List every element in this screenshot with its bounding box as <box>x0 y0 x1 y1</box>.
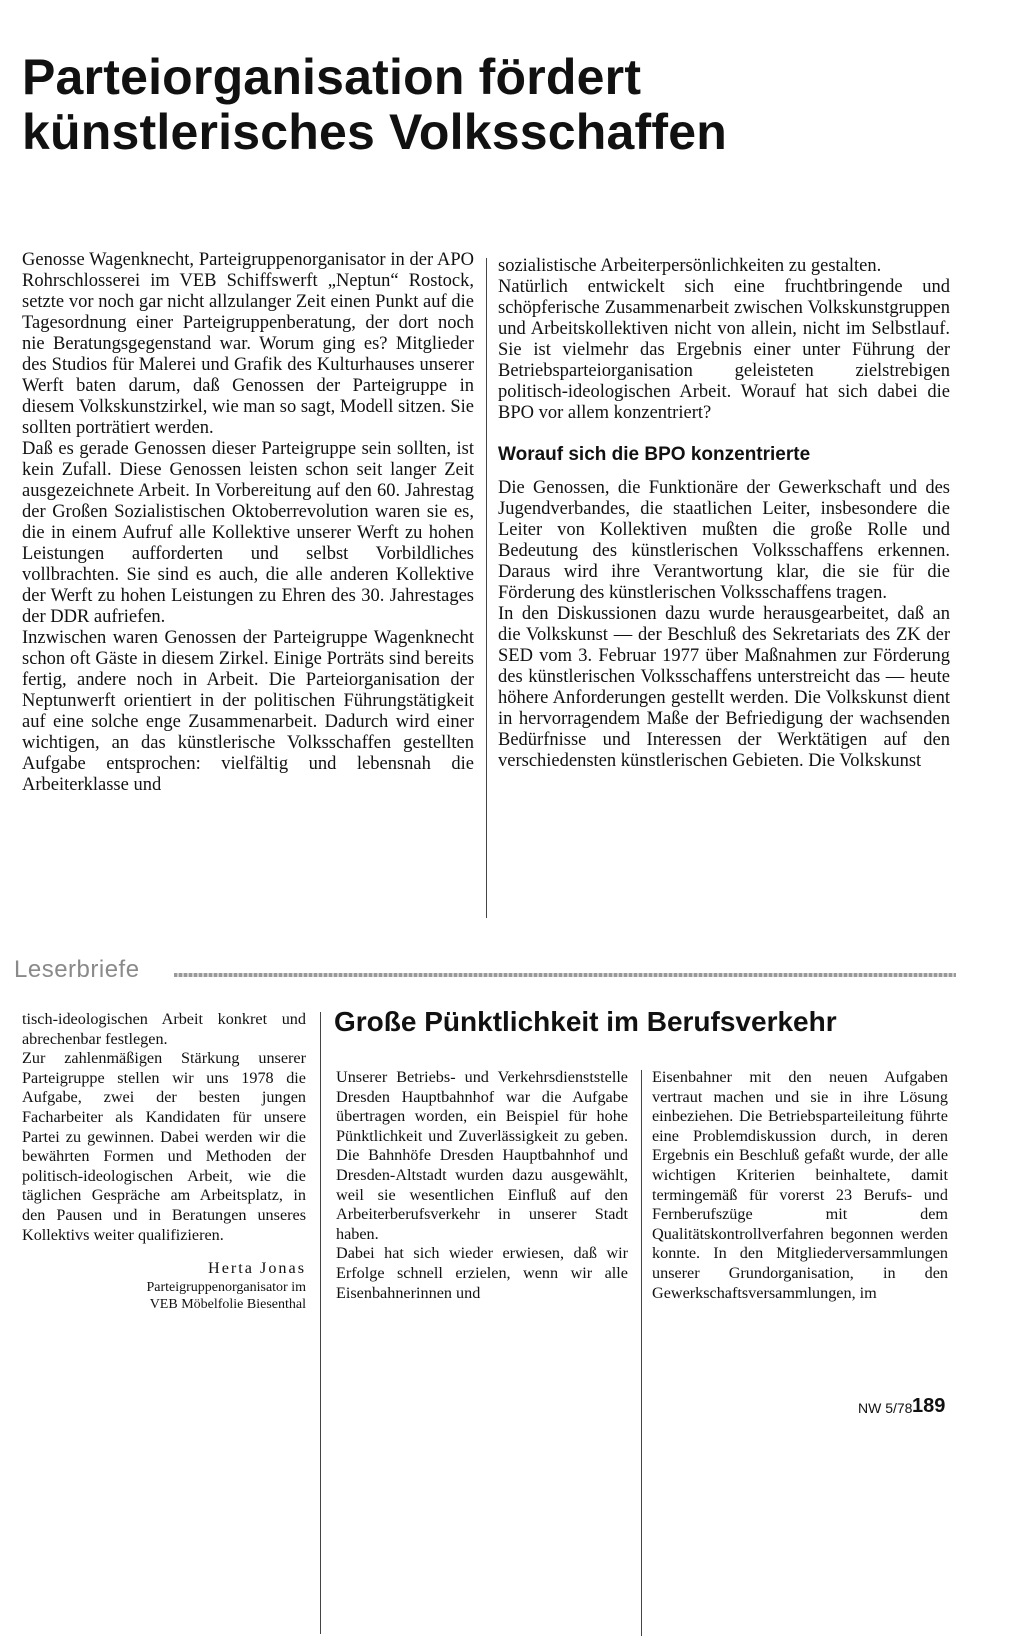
column-divider <box>320 1012 321 1634</box>
issue-label: NW 5/78 <box>858 1400 913 1416</box>
letter-column-2 <box>652 1068 948 1303</box>
article-column-1 <box>22 250 474 796</box>
paragraph: Natürlich entwickelt sich eine fruchtbringende und schöpferische Zusammenarbeit zwischen Volkskunstgruppen und Arbeitskollektiven nicht von allein, nicht im Selbstlauf. Sie ist vielmehr das Ergebnis einer unter Führung der Betriebsparteiorganisation geleisteten zielstrebigen politisch-ideologischen Arbeit. Worauf hat sich dabei die BPO vor allem konzentriert? <box>498 277 950 423</box>
section-subhead: Worauf sich die BPO konzentrierte <box>498 444 811 465</box>
paragraph: Eisenbahner mit den neuen Aufgaben vertraut machen und sie in ihre Lösung einbeziehen. Die Betriebsparteileitung führte eine Problemdiskussion durch, in deren Ergebnis ein Beschluß gefaßt wurde, der alle wichtigen Kriterien beinhaltete, damit termingemäß für vorerst 23 Berufs- und Fernberufszüge mit dem Qualitätskontrollverfahren begonnen werden konnte. In den Mitgliederversammlungen unserer Grundorganisation, in den Gewerkschaftsversammlungen, im <box>652 1068 948 1302</box>
signature-role: Parteigruppenorganisator im <box>146 1279 306 1295</box>
paragraph: tisch-ideologischen Arbeit konkret und abrechenbar festlegen. <box>22 1010 306 1048</box>
paragraph: Daß es gerade Genossen dieser Parteigruppe sein sollten, ist kein Zufall. Diese Genossen leisten schon seit langer Zeit ausgezeichnete Arbeit. In Vorbereitung auf den 60. Jahrestag der Großen Sozialistischen Oktoberrevolution waren sie es, die in einem Aufruf alle Kollektive unserer Werft zu hohen Leistungen aufforderten und selbst Vorbildliches vollbrachten. Sie sind es auch, die alle anderen Kollektive der Werft zu hohen Leistungen zu Ehren des 30. Jahrestages der DDR aufriefen. <box>22 439 474 627</box>
page-number: 189 <box>912 1395 946 1417</box>
letter-column-1 <box>336 1068 628 1303</box>
paragraph: Inzwischen waren Genossen der Parteigruppe Wagenknecht schon oft Gäste in diesem Zirkel. Einige Porträts sind bereits fertig, andere noch in Arbeit. Die Parteiorganisation der Neptunwerft orientiert in der politischen Führungstätigkeit auf eine solche enge Zusammenarbeit. Dadurch wird einer wichtigen, an das künstlerische Volksschaffen gestellten Aufgabe entsprochen: vielfältig und lebensnah die Arbeiterklasse und <box>22 628 474 795</box>
article-headline <box>22 50 1002 160</box>
paragraph: Genosse Wagenknecht, Parteigruppenorganisator in der APO Rohrschlosserei im VEB Schiffswerft „Neptun“ Rostock, setzte vor noch gar nicht allzulanger Zeit einen Punkt auf die Tagesordnung einer Parteigruppenberatung, der dort noch nie Beratungsgegenstand war. Worum ging es? Mitglieder des Studios für Malerei und Grafik des Kulturhauses unserer Werft baten darum, daß Genossen der Parteigruppe in diesem Volkskunstzirkel, wie man so sagt, Modell sitzen. Sie sollten porträtiert werden. <box>22 250 475 438</box>
section-rule <box>174 973 956 977</box>
paragraph: Zur zahlenmäßigen Stärkung unserer Parteigruppe stellen wir uns 1978 die Aufgabe, zwei der besten jungen Facharbeiter als Kandidaten für unsere Partei zu gewinnen. Dabei werden wir die bewährten Formen und Methoden der politisch-ideologischen Arbeit, wie die täglichen Gespräche am Arbeitsplatz, in den Pausen und in Beratungen unseres Kollektivs weiter qualifizieren. <box>22 1049 306 1244</box>
paragraph: In den Diskussionen dazu wurde herausgearbeitet, daß an die Volkskunst — der Beschluß des Sekretariats des ZK der SED vom 3. Februar 1977 über Maßnahmen zur Förderung des künstlerischen Volksschaffens unterstreicht das — heute höhere Anforderungen gestellt werden. Die Volkskunst dient in hervorragendem Maße der Befriedigung der wachsenden Bedürfnisse und Interessen der Werktätigen auf den verschiedensten künstlerischen Gebieten. Die Volkskunst <box>498 604 950 771</box>
signature-name: Herta Jonas <box>208 1259 306 1278</box>
paragraph: Die Genossen, die Funktionäre der Gewerkschaft und des Jugendverbandes, die staatlichen Leiter, insbesondere die Leiter von Kollektiven mußten die große Rolle und Bedeutung des künstlerischen Volksschaffens erkennen. Daraus wird ihre Verantwortung klar, die sie für die Förderung des künstlerischen Volksschaffens tragen. <box>498 478 950 603</box>
paragraph: sozialistische Arbeiterpersönlichkeiten zu gestalten. <box>498 256 882 276</box>
paragraph: Unserer Betriebs- und Verkehrsdienststelle Dresden Hauptbahnhof war die Aufgabe übertragen worden, ein Beispiel für hohe Pünktlichkeit und Zuverlässigkeit zu geben. Die Bahnhöfe Dresden Hauptbahnhof und Dresden-Altstadt wurden dazu ausgewählt, weil sie wesentlichen Einfluß auf den Arbeiterberufsverkehr in unserer Stadt haben. <box>336 1068 628 1243</box>
letters-section-label: Leserbriefe <box>14 956 140 983</box>
column-divider <box>486 258 487 918</box>
column-divider <box>641 1070 642 1636</box>
signature-organization: VEB Möbelfolie Biesenthal <box>149 1296 306 1312</box>
headline-line-2: künstlerisches Volksschaffen <box>22 104 727 160</box>
article-column-2 <box>498 256 950 772</box>
letter-continuation-column <box>22 1010 306 1313</box>
letter-title: Große Pünktlichkeit im Berufsverkehr <box>334 1006 837 1037</box>
paragraph: Dabei hat sich wieder erwiesen, daß wir Erfolge schnell erzielen, wenn wir alle Eisenbahnerinnen und <box>336 1244 628 1302</box>
headline-line-1: Parteiorganisation fördert <box>22 49 642 105</box>
